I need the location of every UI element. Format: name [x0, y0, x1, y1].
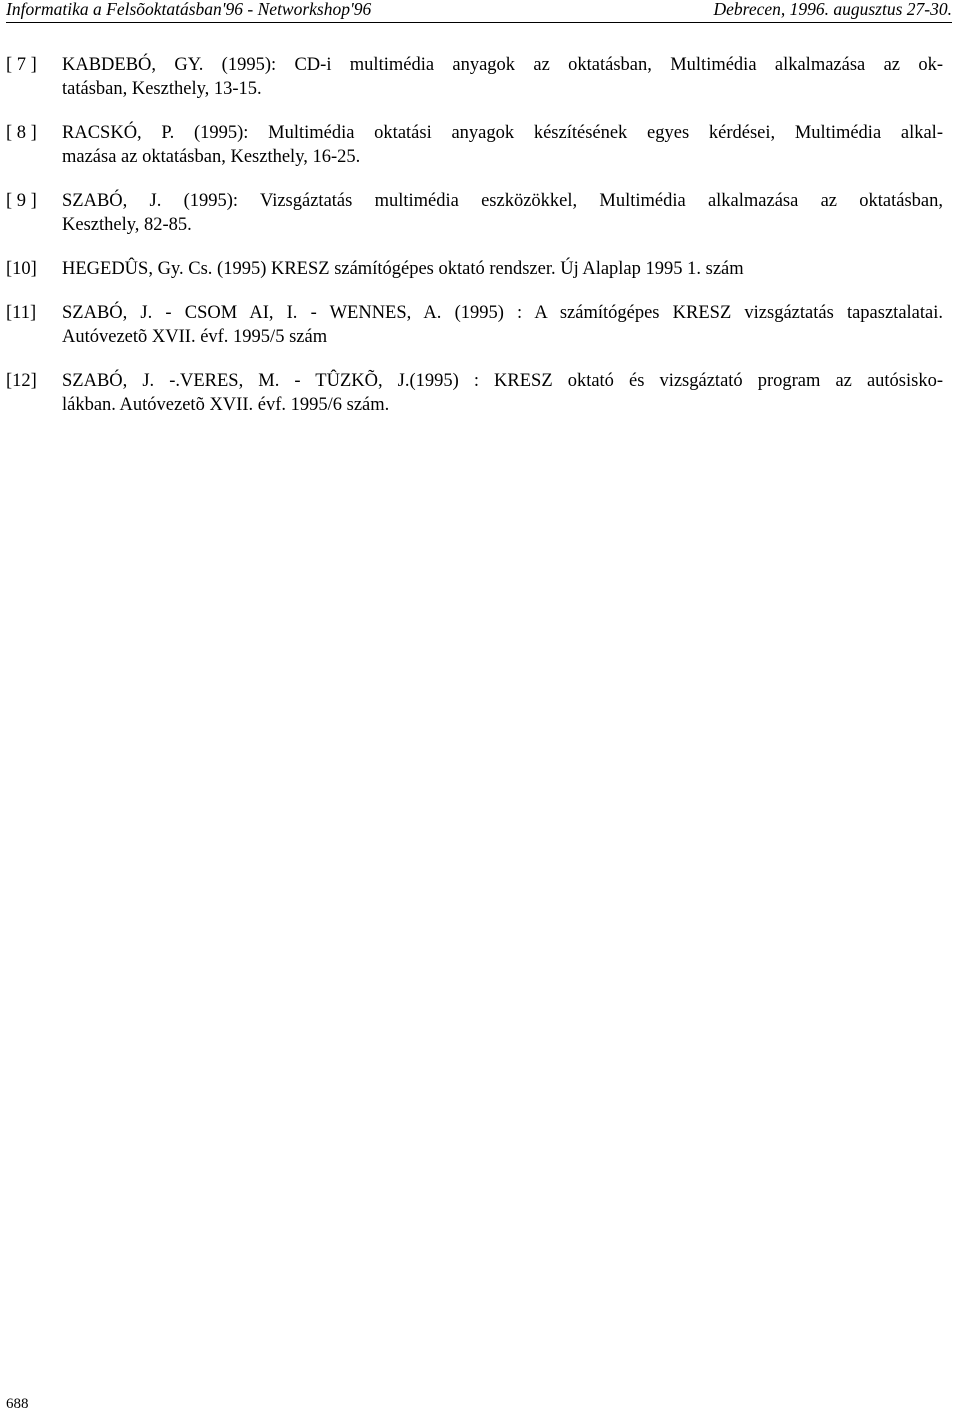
reference-number: [12]	[6, 371, 37, 391]
reference-item	[0, 257, 960, 281]
reference-line: RACSKÓ, P. (1995): Multimédia oktatási anyagok készítésének egyes kérdései, Multimédia alkal-	[62, 123, 943, 143]
reference-line: Keszthely, 82-85.	[62, 215, 192, 235]
header-location-date: Debrecen, 1996. augusztus 27-30.	[713, 0, 952, 19]
reference-line: SZABÓ, J. (1995): Vizsgáztatás multimédia eszközökkel, Multimédia alkalmazása az oktatásban,	[62, 191, 943, 211]
reference-item	[0, 189, 960, 237]
reference-line: KABDEBÓ, GY. (1995): CD-i multimédia anyagok az oktatásban, Multimédia alkalmazása az ok-	[62, 55, 943, 75]
reference-line: SZABÓ, J. -.VERES, M. - TÛZKÕ, J.(1995) : KRESZ oktató és vizsgáztató program az autósisko-	[62, 371, 943, 391]
header-rule	[6, 22, 952, 23]
reference-text	[62, 257, 943, 281]
reference-line: tatásban, Keszthely, 13-15.	[62, 79, 262, 99]
reference-text	[62, 301, 943, 349]
reference-number: [ 9 ]	[6, 191, 37, 211]
reference-number: [11]	[6, 303, 37, 323]
reference-text	[62, 189, 943, 237]
reference-line: mazása az oktatásban, Keszthely, 16-25.	[62, 147, 361, 167]
reference-item	[0, 121, 960, 169]
reference-item	[0, 53, 960, 101]
page-number: 688	[6, 1396, 29, 1412]
reference-number: [ 7 ]	[6, 55, 37, 75]
reference-text	[62, 121, 943, 169]
reference-number: [10]	[6, 259, 37, 279]
reference-text	[62, 369, 943, 417]
reference-number: [ 8 ]	[6, 123, 37, 143]
reference-line: lákban. Autóvezetõ XVII. évf. 1995/6 szám.	[62, 395, 390, 415]
reference-line: HEGEDÛS, Gy. Cs. (1995) KRESZ számítógépes oktató rendszer. Új Alaplap 1995 1. szám	[62, 259, 744, 279]
reference-line: SZABÓ, J. - CSOM AI, I. - WENNES, A. (1995) : A számítógépes KRESZ vizsgáztatás tapasztalatai.	[62, 303, 943, 323]
reference-item	[0, 369, 960, 417]
reference-item	[0, 301, 960, 349]
reference-list	[0, 53, 960, 437]
reference-text	[62, 53, 943, 101]
header-title: Informatika a Felsõoktatásban'96 - Networkshop'96	[6, 0, 372, 19]
reference-line: Autóvezetõ XVII. évf. 1995/5 szám	[62, 327, 328, 347]
running-header	[6, 0, 952, 22]
